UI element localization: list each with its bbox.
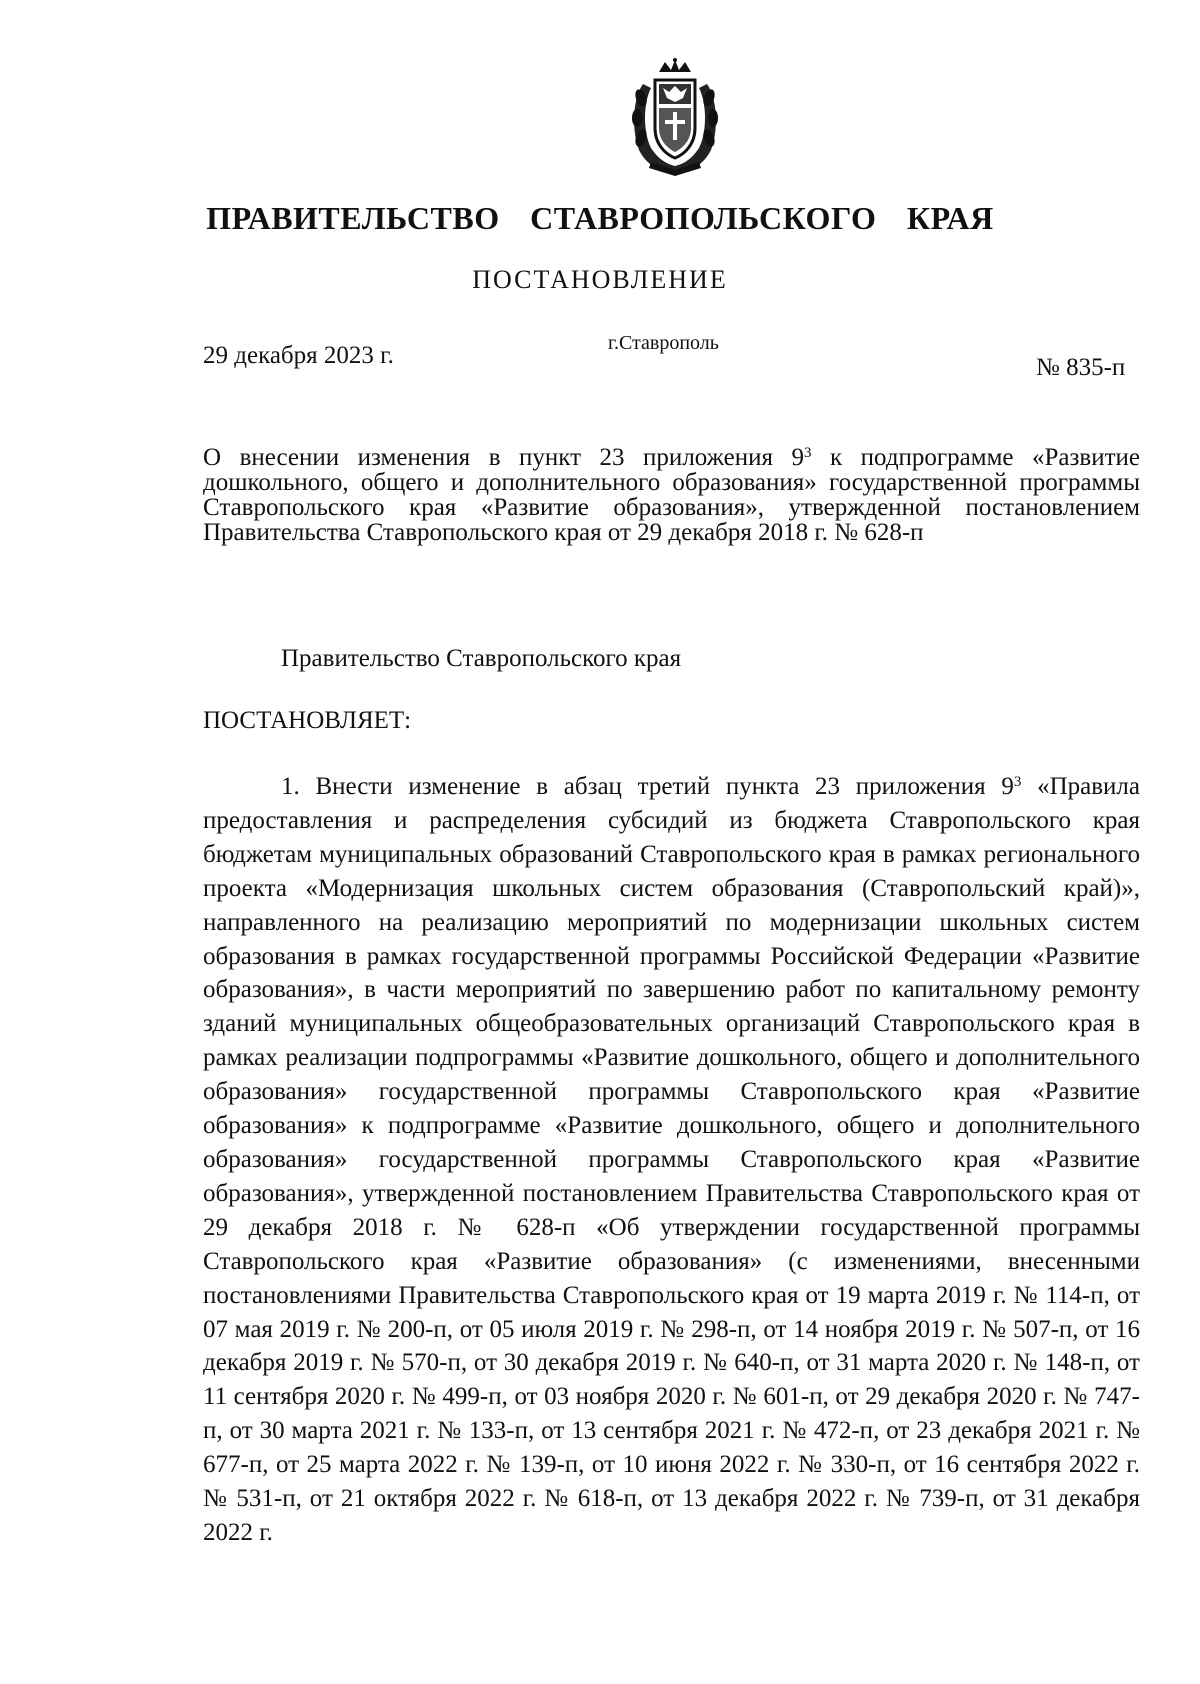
body-paragraph bbox=[203, 770, 1140, 1550]
subject-text-end: к подпрограмме «Развитие дошкольного, общего и дополнительного образования» государственной программы Ставропольского края «Развитие образования», утвержденной постановлением Правительства Ставропольского края от 29 декабря 2018 г. № 628-п bbox=[203, 444, 1140, 546]
coat-of-arms-icon bbox=[629, 58, 721, 176]
document-date: 29 декабря 2023 г. bbox=[203, 342, 394, 369]
subject-superscript: 3 bbox=[803, 445, 812, 461]
body-text-end: «Правила предоставления и распределения субсидий из бюджета Ставропольского края бюджетам муниципальных образований Ставропольского края в рамках регионального проекта «Модернизация школьных систем образования (Ставропольский край)», направленного на реализацию мероприятий по модернизации школьных систем образования в рамках государственной программы Российской Федерации «Развитие образования», в части мероприятий по завершению работ по капитальному ремонту зданий муниципальных общеобразовательных организаций Ставропольского края в рамках реализации подпрограммы «Развитие дошкольного, общего и дополнительного образования» государственной программы Ставропольского края «Развитие образования» к подпрограмме «Развитие дошкольного, общего и дополнительного образования» государственной программы Ставропольского края «Развитие образования», утвержденной постановлением Правительства Ставропольского края от 29 декабря 2018 г. № 628-п «Об утверждении государственной программы Ставропольского края «Развитие образования» (с изменениями, внесенными постановлениями Правительства Ставропольского края от 19 марта 2019 г. № 114-п, от 07 мая 2019 г. № 200-п, от 05 июля 2019 г. № 298-п, от 14 ноября 2019 г. № 507-п, от 16 декабря 2019 г. № 570-п, от 30 декабря 2019 г. № 640-п, от 31 марта 2020 г. № 148-п, от 11 сентября 2020 г. № 499-п, от 03 ноября 2020 г. № 601-п, от 29 декабря 2020 г. № 747-п, от 30 марта 2021 г. № 133-п, от 13 сентября 2021 г. № 472-п, от 23 декабря 2021 г. № 677-п, от 25 марта 2022 г. № 139-п, от 10 июня 2022 г. № 330-п, от 16 сентября 2022 г. № 531-п, от 21 октября 2022 г. № 618-п, от 13 декабря 2022 г. № 739-п, от 31 декабря 2022 г. bbox=[203, 773, 1141, 1546]
document-city: г.Ставрополь bbox=[608, 332, 719, 354]
document-type: ПОСТАНОВЛЕНИЕ bbox=[472, 265, 728, 294]
body-superscript: 3 bbox=[1013, 774, 1022, 790]
document-subject bbox=[203, 445, 1140, 545]
resolves-heading: ПОСТАНОВЛЯЕТ: bbox=[203, 707, 412, 734]
body-text-start: 1. Внести изменение в абзац третий пункта 23 приложения 9 bbox=[281, 773, 1014, 800]
subject-text-start: О внесении изменения в пункт 23 приложения 9 bbox=[203, 444, 804, 471]
preamble: Правительство Ставропольского края bbox=[281, 645, 682, 672]
government-title: ПРАВИТЕЛЬСТВО СТАВРОПОЛЬСКОГО КРАЯ bbox=[206, 200, 994, 236]
document-number: № 835-п bbox=[1036, 354, 1126, 381]
